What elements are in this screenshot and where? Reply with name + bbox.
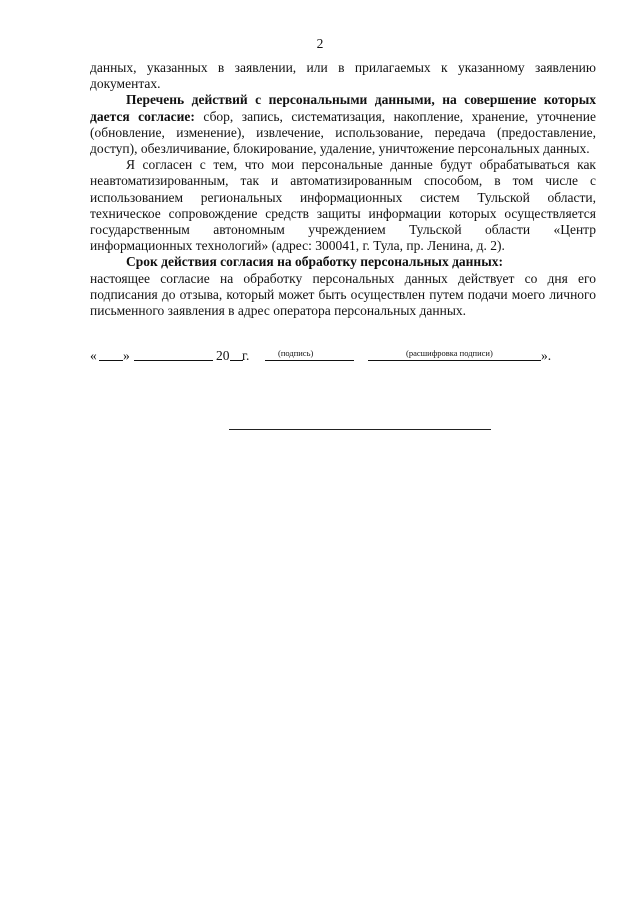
consent-term-heading: Срок действия согласия на обработку персональных данных: <box>126 254 503 270</box>
day-blank <box>99 360 123 361</box>
signature-decode-caption: (расшифровка подписи) <box>406 348 493 358</box>
year-prefix: 20 <box>216 348 230 363</box>
footer-divider <box>229 429 491 430</box>
signature-blank <box>265 360 354 361</box>
paragraph-processing-consent: Я согласен с тем, что мои персональные данные будут обрабатываться как неавтоматизированным, так и автоматизированным способом, в том числе с использованием региональных информационных систем Тульской области, техническое сопровождение средств защиты информации которых осуществляется государственным автономным учреждением Тульской области «Центр информационных технологий» (адрес: 300041, г. Тула, пр. Ленина, д. 2). <box>90 157 596 254</box>
document-body <box>90 60 596 319</box>
date-quote-close: » <box>123 348 130 363</box>
actions-text: сбор, запись, систематизация, накопление, хранение, уточнение (обновление, изменение), извлечение, использование, передача (предоставление, доступ), обезличивание, блокирование, удаление, уничтожение персональных данных. <box>90 108 596 157</box>
signature-caption: (подпись) <box>278 348 314 358</box>
signature-line <box>90 348 596 378</box>
paragraph-continuation: данных, указанных в заявлении, или в прилагаемых к указанному заявлению документах. <box>90 60 596 92</box>
paragraph-actions-list <box>90 92 596 157</box>
date-quote-open: « <box>90 348 97 363</box>
month-blank <box>134 360 213 361</box>
page-number: 2 <box>316 36 324 51</box>
paragraph-consent-term: настоящее согласие на обработку персональных данных действует со дня его подписания до отзыва, который может быть осуществлен путем подачи моего личного письменного заявления в адрес оператора персональных данных. <box>90 270 596 319</box>
actions-heading: Перечень действий с персональными данными, на совершение которых дается согласие: <box>90 92 596 124</box>
year-suffix: г. <box>242 348 250 363</box>
signature-decode-blank <box>368 360 541 361</box>
signature-end: ». <box>541 348 552 363</box>
